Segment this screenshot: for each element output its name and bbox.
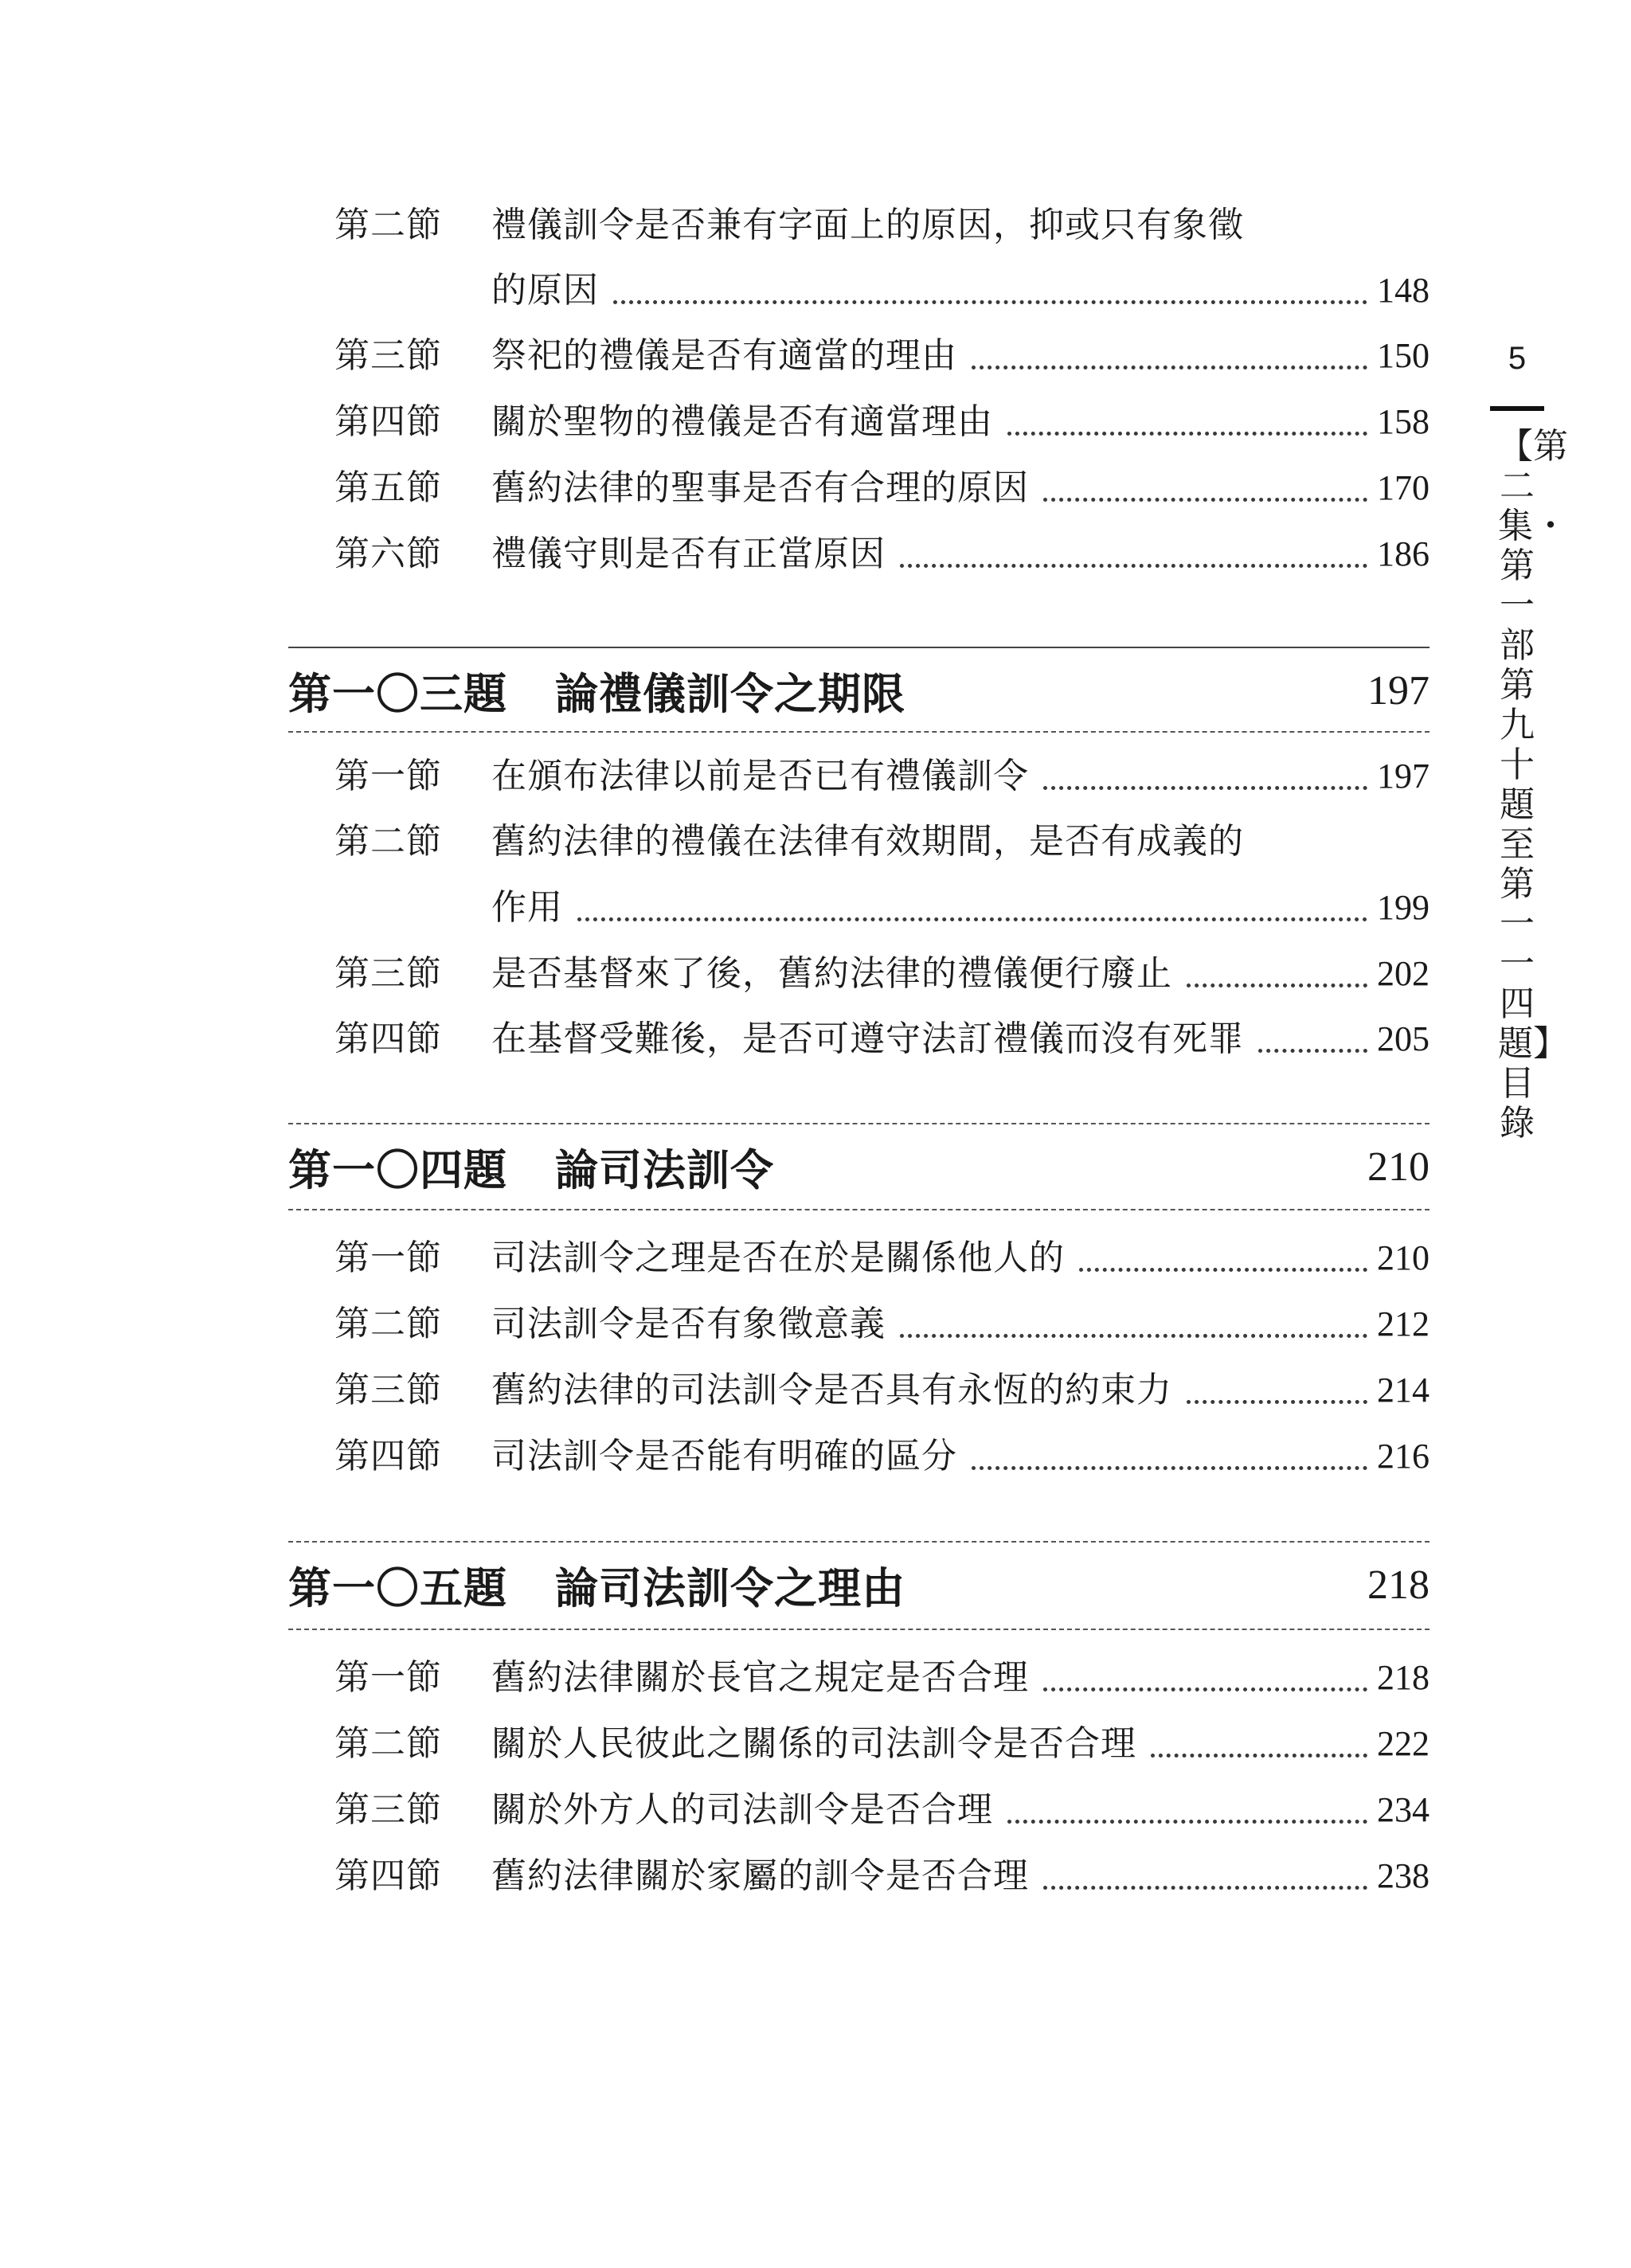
- chapter-number: 第一〇三題: [288, 667, 507, 719]
- page-number: 148: [1377, 271, 1430, 310]
- chapter-heading[interactable]: [288, 655, 1430, 726]
- dot-leader: [1079, 1268, 1367, 1272]
- page-number: 210: [1377, 1238, 1430, 1277]
- page-number: 197: [1377, 757, 1430, 796]
- toc-entry[interactable]: [334, 1429, 1430, 1484]
- dot-leader: [1187, 1400, 1367, 1404]
- toc-entry[interactable]: [334, 460, 1430, 516]
- section-title: 關於人民彼此之關係的司法訓令是否合理: [491, 1723, 1136, 1764]
- toc-entry[interactable]: [334, 1011, 1430, 1067]
- dot-leader: [972, 1466, 1367, 1470]
- section-number: 第三節: [334, 953, 442, 994]
- page-number: 214: [1377, 1371, 1430, 1410]
- toc-entry-continuation[interactable]: [334, 880, 1430, 936]
- section-title: 的原因: [491, 270, 599, 311]
- dot-leader: [900, 564, 1367, 568]
- chapter-heading[interactable]: [288, 1549, 1430, 1621]
- page-number: 234: [1377, 1790, 1430, 1829]
- section-number: 第四節: [334, 1855, 442, 1896]
- section-title: 是否基督來了後，舊約法律的禮儀便行廢止: [491, 953, 1172, 994]
- dot-leader: [1187, 983, 1367, 987]
- section-number: 第六節: [334, 534, 442, 574]
- chapter-rule-top: [288, 1541, 1430, 1543]
- section-number: 第三節: [334, 335, 442, 376]
- page-number: 216: [1377, 1437, 1430, 1476]
- section-title: 舊約法律的聖事是否有合理的原因: [491, 467, 1029, 508]
- dot-leader: [1043, 786, 1367, 790]
- toc-entry[interactable]: [334, 1782, 1430, 1838]
- section-title: 舊約法律關於家屬的訓令是否合理: [491, 1855, 1029, 1896]
- running-header: [1481, 334, 1568, 1144]
- dot-leader: [1007, 1820, 1367, 1824]
- dot-leader: [900, 1334, 1367, 1338]
- page-number: 205: [1377, 1019, 1430, 1058]
- section-title: 關於外方人的司法訓令是否合理: [491, 1789, 993, 1830]
- chapter-rule-top: [288, 647, 1430, 648]
- page-number: 150: [1377, 336, 1430, 375]
- toc-entry[interactable]: [334, 1296, 1430, 1352]
- dot-leader: [613, 300, 1367, 304]
- chapter-rule-top: [288, 1123, 1430, 1124]
- section-title: 舊約法律關於長官之規定是否合理: [491, 1657, 1029, 1698]
- page-number: 186: [1377, 534, 1430, 573]
- toc-entry[interactable]: [334, 946, 1430, 1002]
- section-number: 第三節: [334, 1370, 442, 1410]
- dot-leader: [972, 366, 1367, 370]
- toc-entry[interactable]: [334, 1650, 1430, 1706]
- chapter-rule-bottom: [288, 731, 1430, 733]
- dot-leader: [1043, 1687, 1367, 1691]
- chapter-number: 第一〇五題: [288, 1562, 507, 1613]
- chapter-title: 論司法訓令之理由: [555, 1562, 905, 1613]
- toc-entry[interactable]: [334, 328, 1430, 384]
- dot-leader: [1258, 1049, 1367, 1053]
- toc-entry[interactable]: [334, 1363, 1430, 1418]
- section-title: 在基督受難後，是否可遵守法訂禮儀而沒有死罪: [491, 1019, 1244, 1059]
- toc-entry[interactable]: [334, 814, 1430, 870]
- section-number: 第二節: [334, 1304, 442, 1344]
- chapter-title: 論司法訓令: [555, 1144, 774, 1195]
- page-number: 199: [1377, 888, 1430, 927]
- section-title: 關於聖物的禮儀是否有適當理由: [491, 401, 993, 442]
- toc-entry[interactable]: [334, 1716, 1430, 1772]
- toc-entry[interactable]: [334, 749, 1430, 804]
- section-title: 祭祀的禮儀是否有適當的理由: [491, 335, 957, 376]
- chapter-number: 第一〇四題: [288, 1144, 507, 1195]
- section-title: 司法訓令是否有象徵意義: [491, 1304, 886, 1344]
- chapter-page-number: 218: [1367, 1562, 1430, 1608]
- section-title: 作用: [491, 887, 563, 928]
- section-number: 第一節: [334, 1657, 442, 1698]
- dot-leader: [1043, 498, 1367, 502]
- section-title: 禮儀守則是否有正當原因: [491, 534, 886, 574]
- chapter-rule-bottom: [288, 1209, 1430, 1210]
- section-title: 舊約法律的司法訓令是否具有永恆的約束力: [491, 1370, 1172, 1410]
- folio-rule: [1490, 406, 1544, 411]
- chapter-page-number: 197: [1367, 667, 1430, 714]
- section-number: 第二節: [334, 1723, 442, 1764]
- section-title: 司法訓令之理是否在於是關係他人的: [491, 1238, 1065, 1278]
- toc-entry[interactable]: [334, 197, 1430, 253]
- chapter-page-number: 210: [1367, 1144, 1430, 1190]
- dot-leader: [1007, 432, 1367, 436]
- toc-entry[interactable]: [334, 394, 1430, 450]
- running-header-text: 【第二集・第一部 第九十題至第一一四題】目錄: [1498, 426, 1568, 1144]
- dot-leader: [1043, 1886, 1367, 1890]
- page-number: 222: [1377, 1724, 1430, 1763]
- section-number: 第四節: [334, 1019, 442, 1059]
- section-number: 第五節: [334, 467, 442, 508]
- section-title: 在頒布法律以前是否已有禮儀訓令: [491, 756, 1029, 796]
- folio-page-number: 5: [1508, 341, 1527, 376]
- toc-entry[interactable]: [334, 1230, 1430, 1286]
- page-number: 202: [1377, 954, 1430, 993]
- section-number: 第一節: [334, 756, 442, 796]
- section-number: 第三節: [334, 1789, 442, 1830]
- toc-entry[interactable]: [334, 1848, 1430, 1904]
- section-title: 司法訓令是否能有明確的區分: [491, 1436, 957, 1476]
- page-number: 170: [1377, 468, 1430, 507]
- chapter-title: 論禮儀訓令之期限: [555, 667, 905, 719]
- page-number: 212: [1377, 1304, 1430, 1343]
- chapter-heading[interactable]: [288, 1131, 1430, 1202]
- dot-leader: [1151, 1754, 1367, 1758]
- chapter-rule-bottom: [288, 1629, 1430, 1630]
- section-number: 第四節: [334, 1436, 442, 1476]
- toc-entry[interactable]: [334, 526, 1430, 582]
- section-title: 舊約法律的禮儀在法律有效期間，是否有成義的: [491, 821, 1244, 862]
- page-number: 218: [1377, 1658, 1430, 1697]
- page-number: 158: [1377, 402, 1430, 441]
- page-number: 238: [1377, 1856, 1430, 1895]
- section-number: 第一節: [334, 1238, 442, 1278]
- section-number: 第二節: [334, 205, 442, 245]
- toc-entry-continuation[interactable]: [334, 263, 1430, 319]
- section-title: 禮儀訓令是否兼有字面上的原因，抑或只有象徵: [491, 205, 1244, 245]
- section-number: 第二節: [334, 821, 442, 862]
- section-number: 第四節: [334, 401, 442, 442]
- dot-leader: [577, 917, 1367, 921]
